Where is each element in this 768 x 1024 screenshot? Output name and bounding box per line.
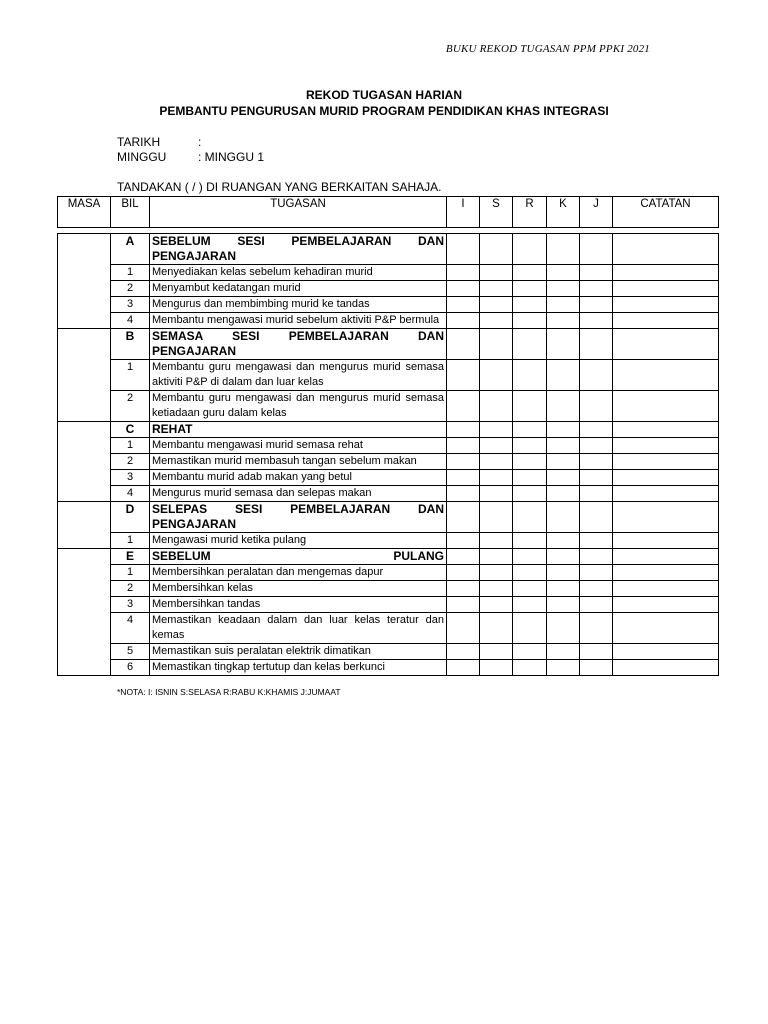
checkbox-i[interactable] (447, 391, 480, 422)
task-text: Membantu guru mengawasi dan mengurus murid semasa ketiadaan guru dalam kelas (150, 391, 447, 422)
checkbox-r[interactable] (513, 660, 547, 676)
catatan-cell[interactable] (613, 502, 719, 533)
checkbox-i[interactable] (447, 533, 480, 549)
checkbox-r[interactable] (513, 502, 547, 533)
checkbox-k[interactable] (547, 486, 580, 502)
task-text: Memastikan keadaan dalam dan luar kelas teratur dan kemas (150, 613, 447, 644)
checkbox-i[interactable] (447, 281, 480, 297)
checkbox-j[interactable] (580, 438, 613, 454)
task-text: Mengurus dan membimbing murid ke tandas (150, 297, 447, 313)
task-number: 3 (111, 470, 150, 486)
checkbox-r[interactable] (513, 454, 547, 470)
catatan-cell[interactable] (613, 533, 719, 549)
section-title: SEBELUM SESI PEMBELAJARAN DAN PENGAJARAN (150, 234, 447, 265)
task-text: Membantu guru mengawasi dan mengurus murid semasa aktiviti P&P di dalam dan luar kelas (150, 360, 447, 391)
checkbox-k[interactable] (547, 281, 580, 297)
task-number: 2 (111, 391, 150, 422)
header-r: R (513, 197, 547, 228)
checkbox-r[interactable] (513, 581, 547, 597)
task-text: Mengurus murid semasa dan selepas makan (150, 486, 447, 502)
checkbox-r[interactable] (513, 281, 547, 297)
document-subtitle: PEMBANTU PENGURUSAN MURID PROGRAM PENDIDIKAN KHAS INTEGRASI (159, 104, 609, 118)
checkbox-i[interactable] (447, 660, 480, 676)
checkbox-k[interactable] (547, 297, 580, 313)
task-row (58, 360, 719, 391)
task-row (58, 438, 719, 454)
task-text: Memastikan tingkap tertutup dan kelas berkunci (150, 660, 447, 676)
checkbox-r[interactable] (513, 486, 547, 502)
checkbox-k[interactable] (547, 313, 580, 329)
checkbox-j[interactable] (580, 486, 613, 502)
checkbox-j[interactable] (580, 502, 613, 533)
checkbox-s[interactable] (480, 549, 513, 565)
instruction-text: TANDAKAN ( / ) DI RUANGAN YANG BERKAITAN SAHAJA. (117, 180, 442, 194)
task-text: Membantu mengawasi murid sebelum aktiviti P&P bermula (150, 313, 447, 329)
task-text: Menyediakan kelas sebelum kehadiran murid (150, 265, 447, 281)
task-row (58, 391, 719, 422)
checkbox-j[interactable] (580, 660, 613, 676)
checkbox-j[interactable] (580, 265, 613, 281)
task-row (58, 265, 719, 281)
checkbox-s[interactable] (480, 470, 513, 486)
checkbox-s[interactable] (480, 281, 513, 297)
checkbox-k[interactable] (547, 549, 580, 565)
catatan-cell[interactable] (613, 660, 719, 676)
section-code: B (111, 329, 150, 360)
checkbox-j[interactable] (580, 234, 613, 265)
checkbox-j[interactable] (580, 422, 613, 438)
checkbox-s[interactable] (480, 313, 513, 329)
catatan-cell[interactable] (613, 265, 719, 281)
checkbox-i[interactable] (447, 644, 480, 660)
task-number: 2 (111, 454, 150, 470)
checkbox-s[interactable] (480, 297, 513, 313)
checkbox-i[interactable] (447, 360, 480, 391)
section-row (58, 502, 719, 533)
checkbox-k[interactable] (547, 581, 580, 597)
header-s: S (480, 197, 513, 228)
tarikh-label: TARIKH (117, 135, 161, 149)
header-bil: BIL (111, 197, 150, 228)
checkbox-r[interactable] (513, 329, 547, 360)
section-row (58, 549, 719, 565)
checkbox-r[interactable] (513, 297, 547, 313)
checkbox-j[interactable] (580, 360, 613, 391)
header-tugasan: TUGASAN (150, 197, 447, 228)
catatan-cell[interactable] (613, 597, 719, 613)
checkbox-k[interactable] (547, 438, 580, 454)
task-table (57, 196, 719, 676)
checkbox-s[interactable] (480, 486, 513, 502)
catatan-cell[interactable] (613, 234, 719, 265)
checkbox-r[interactable] (513, 597, 547, 613)
header-k: K (547, 197, 580, 228)
checkbox-s[interactable] (480, 454, 513, 470)
task-row (58, 644, 719, 660)
checkbox-r[interactable] (513, 438, 547, 454)
checkbox-s[interactable] (480, 438, 513, 454)
catatan-cell[interactable] (613, 454, 719, 470)
checkbox-i[interactable] (447, 565, 480, 581)
checkbox-k[interactable] (547, 391, 580, 422)
checkbox-s[interactable] (480, 422, 513, 438)
checkbox-k[interactable] (547, 454, 580, 470)
task-row (58, 313, 719, 329)
catatan-cell[interactable] (613, 297, 719, 313)
minggu-value: : MINGGU 1 (198, 150, 265, 164)
task-number: 2 (111, 581, 150, 597)
section-code: D (111, 502, 150, 533)
checkbox-i[interactable] (447, 438, 480, 454)
checkbox-s[interactable] (480, 581, 513, 597)
minggu-row (117, 150, 264, 164)
checkbox-r[interactable] (513, 470, 547, 486)
checkbox-j[interactable] (580, 391, 613, 422)
document-title: REKOD TUGASAN HARIAN (306, 88, 462, 102)
checkbox-k[interactable] (547, 565, 580, 581)
checkbox-i[interactable] (447, 549, 480, 565)
checkbox-k[interactable] (547, 502, 580, 533)
checkbox-k[interactable] (547, 533, 580, 549)
checkbox-j[interactable] (580, 470, 613, 486)
checkbox-s[interactable] (480, 660, 513, 676)
task-number: 2 (111, 281, 150, 297)
checkbox-s[interactable] (480, 502, 513, 533)
checkbox-i[interactable] (447, 486, 480, 502)
checkbox-r[interactable] (513, 360, 547, 391)
minggu-label: MINGGU (117, 150, 167, 164)
checkbox-i[interactable] (447, 297, 480, 313)
task-text: Memastikan suis peralatan elektrik dimatikan (150, 644, 447, 660)
catatan-cell[interactable] (613, 422, 719, 438)
task-text: Membantu mengawasi murid semasa rehat (150, 438, 447, 454)
checkbox-k[interactable] (547, 660, 580, 676)
section-row (58, 329, 719, 360)
checkbox-s[interactable] (480, 597, 513, 613)
masa-cell[interactable] (58, 234, 111, 329)
task-row (58, 613, 719, 644)
task-number: 5 (111, 644, 150, 660)
checkbox-r[interactable] (513, 391, 547, 422)
tarikh-value: : (198, 135, 202, 149)
task-text: Membersihkan kelas (150, 581, 447, 597)
task-number: 1 (111, 533, 150, 549)
checkbox-s[interactable] (480, 533, 513, 549)
section-row (58, 422, 719, 438)
task-number: 4 (111, 613, 150, 644)
checkbox-i[interactable] (447, 613, 480, 644)
header-catatan: CATATAN (613, 197, 719, 228)
checkbox-s[interactable] (480, 644, 513, 660)
checkbox-r[interactable] (513, 533, 547, 549)
checkbox-i[interactable] (447, 454, 480, 470)
catatan-cell[interactable] (613, 391, 719, 422)
checkbox-s[interactable] (480, 234, 513, 265)
header-j: J (580, 197, 613, 228)
catatan-cell[interactable] (613, 438, 719, 454)
checkbox-r[interactable] (513, 422, 547, 438)
checkbox-k[interactable] (547, 329, 580, 360)
checkbox-i[interactable] (447, 581, 480, 597)
task-number: 1 (111, 360, 150, 391)
catatan-cell[interactable] (613, 644, 719, 660)
task-number: 3 (111, 597, 150, 613)
checkbox-j[interactable] (580, 281, 613, 297)
checkbox-k[interactable] (547, 470, 580, 486)
section-title: REHAT (150, 422, 447, 438)
catatan-cell[interactable] (613, 470, 719, 486)
catatan-cell[interactable] (613, 486, 719, 502)
checkbox-s[interactable] (480, 265, 513, 281)
checkbox-k[interactable] (547, 644, 580, 660)
task-row (58, 486, 719, 502)
task-number: 4 (111, 486, 150, 502)
task-number: 3 (111, 297, 150, 313)
task-number: 6 (111, 660, 150, 676)
section-code: A (111, 234, 150, 265)
checkbox-s[interactable] (480, 360, 513, 391)
catatan-cell[interactable] (613, 565, 719, 581)
checkbox-j[interactable] (580, 313, 613, 329)
task-number: 4 (111, 313, 150, 329)
checkbox-s[interactable] (480, 329, 513, 360)
checkbox-i[interactable] (447, 234, 480, 265)
catatan-cell[interactable] (613, 613, 719, 644)
section-title: SELEPAS SESI PEMBELAJARAN DAN PENGAJARAN (150, 502, 447, 533)
checkbox-j[interactable] (580, 644, 613, 660)
document-header-note: BUKU REKOD TUGASAN PPM PPKI 2021 (445, 43, 650, 55)
task-row (58, 470, 719, 486)
task-text: Mengawasi murid ketika pulang (150, 533, 447, 549)
checkbox-i[interactable] (447, 502, 480, 533)
masa-cell[interactable] (58, 422, 111, 502)
checkbox-i[interactable] (447, 597, 480, 613)
task-number: 1 (111, 565, 150, 581)
checkbox-k[interactable] (547, 360, 580, 391)
task-row (58, 297, 719, 313)
checkbox-i[interactable] (447, 329, 480, 360)
checkbox-s[interactable] (480, 391, 513, 422)
catatan-cell[interactable] (613, 549, 719, 565)
section-code: C (111, 422, 150, 438)
checkbox-j[interactable] (580, 533, 613, 549)
masa-cell[interactable] (58, 549, 111, 676)
checkbox-j[interactable] (580, 613, 613, 644)
task-text: Membersihkan tandas (150, 597, 447, 613)
checkbox-j[interactable] (580, 454, 613, 470)
catatan-cell[interactable] (613, 581, 719, 597)
checkbox-k[interactable] (547, 422, 580, 438)
task-row (58, 281, 719, 297)
task-row (58, 565, 719, 581)
section-code: E (111, 549, 150, 565)
task-number: 1 (111, 438, 150, 454)
header-i: I (447, 197, 480, 228)
checkbox-r[interactable] (513, 644, 547, 660)
checkbox-i[interactable] (447, 265, 480, 281)
task-row (58, 597, 719, 613)
checkbox-r[interactable] (513, 613, 547, 644)
checkbox-r[interactable] (513, 234, 547, 265)
table-header-row (58, 197, 719, 228)
checkbox-s[interactable] (480, 565, 513, 581)
checkbox-s[interactable] (480, 613, 513, 644)
catatan-cell[interactable] (613, 360, 719, 391)
section-row (58, 234, 719, 265)
checkbox-r[interactable] (513, 313, 547, 329)
masa-cell[interactable] (58, 329, 111, 422)
masa-cell[interactable] (58, 502, 111, 549)
catatan-cell[interactable] (613, 281, 719, 297)
task-text: Membersihkan peralatan dan mengemas dapur (150, 565, 447, 581)
catatan-cell[interactable] (613, 313, 719, 329)
checkbox-k[interactable] (547, 597, 580, 613)
checkbox-i[interactable] (447, 313, 480, 329)
checkbox-i[interactable] (447, 470, 480, 486)
task-row (58, 454, 719, 470)
checkbox-r[interactable] (513, 549, 547, 565)
catatan-cell[interactable] (613, 329, 719, 360)
task-row (58, 581, 719, 597)
task-number: 1 (111, 265, 150, 281)
checkbox-r[interactable] (513, 265, 547, 281)
checkbox-r[interactable] (513, 565, 547, 581)
section-title: SEMASA SESI PEMBELAJARAN DAN PENGAJARAN (150, 329, 447, 360)
task-row (58, 660, 719, 676)
task-row (58, 533, 719, 549)
task-text: Menyambut kedatangan murid (150, 281, 447, 297)
checkbox-j[interactable] (580, 581, 613, 597)
checkbox-j[interactable] (580, 329, 613, 360)
checkbox-j[interactable] (580, 597, 613, 613)
footnote: *NOTA: I: ISNIN S:SELASA R:RABU K:KHAMIS J:JUMAAT (117, 687, 341, 697)
checkbox-k[interactable] (547, 234, 580, 265)
checkbox-j[interactable] (580, 565, 613, 581)
tarikh-row (117, 135, 201, 149)
section-title: SEBELUM PULANG (150, 549, 447, 565)
checkbox-i[interactable] (447, 422, 480, 438)
checkbox-k[interactable] (547, 265, 580, 281)
checkbox-j[interactable] (580, 297, 613, 313)
task-text: Memastikan murid membasuh tangan sebelum makan (150, 454, 447, 470)
checkbox-k[interactable] (547, 613, 580, 644)
header-masa: MASA (58, 197, 111, 228)
checkbox-j[interactable] (580, 549, 613, 565)
task-text: Membantu murid adab makan yang betul (150, 470, 447, 486)
